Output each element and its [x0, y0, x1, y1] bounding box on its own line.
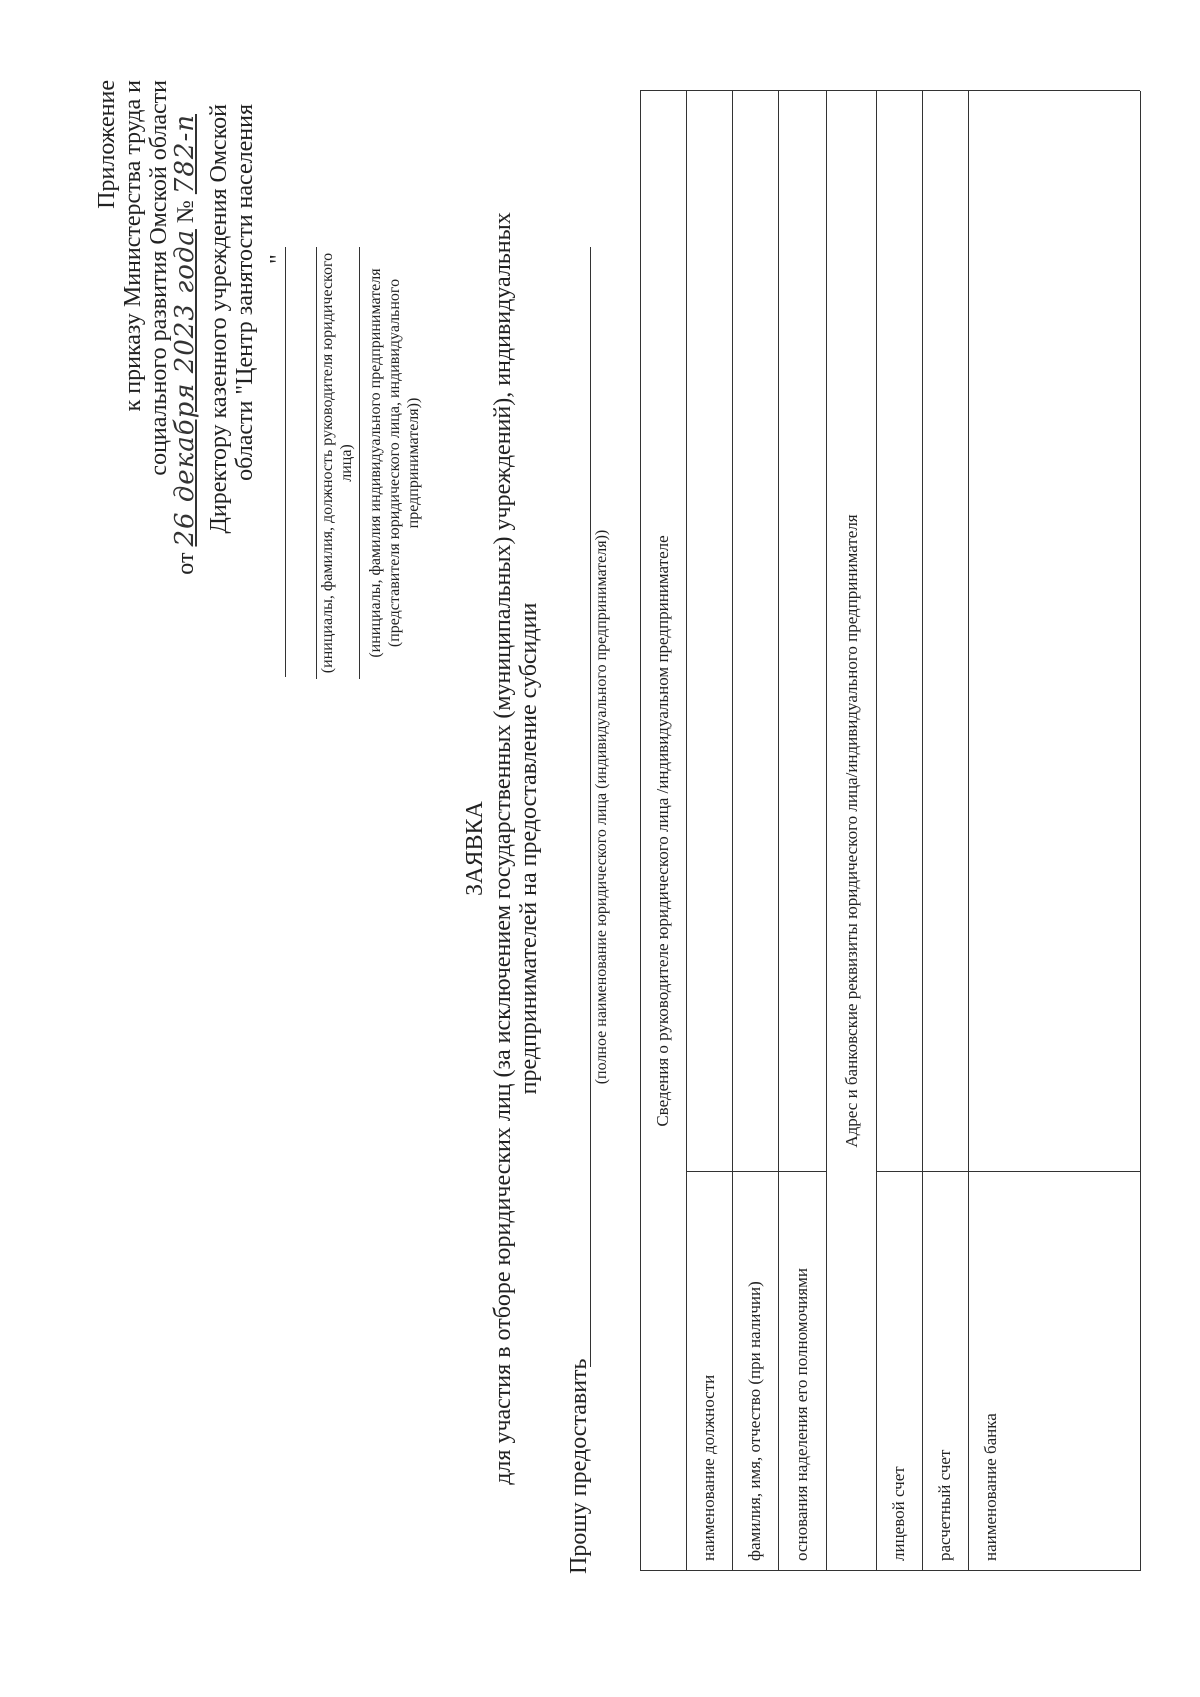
row-separator [732, 91, 733, 1571]
addressee-line-3: " [266, 254, 292, 264]
representative-caption-2: (представителя юридического лица, индивидуального [386, 278, 403, 648]
order-line-1: к приказу Министерства труда и [120, 80, 146, 412]
row-separator [826, 91, 827, 1571]
row-separator [686, 91, 687, 1571]
addressee-underline [285, 247, 286, 677]
column-divider [876, 1171, 1140, 1172]
addressee-line-1: Директору казенного учреждения Омской [206, 104, 232, 534]
table-border-right [640, 90, 1140, 91]
head-name-caption: (инициалы, фамилия, должность руководителя юридического лица) [319, 252, 355, 674]
order-line-3 [172, 114, 199, 780]
table-border-left [640, 1570, 1140, 1571]
order-date-prefix: от [173, 552, 199, 575]
request-input-line [590, 247, 591, 1367]
row-separator [922, 91, 923, 1571]
row-label-personal-account: лицевой счет [889, 1466, 908, 1561]
order-date-handwritten: 26 декабря 2023 года [170, 229, 200, 547]
title-line-2: предпринимателей на предоставление субсидии [516, 602, 542, 1095]
table-border-bottom [1140, 91, 1141, 1571]
request-label: Прошу предоставить [566, 1358, 592, 1574]
title-line-1: для участия в отборе юридических лиц (за исключением государственных (муниципальных) учреждений), индивидуальных [490, 212, 516, 1485]
addressee-block [206, 104, 258, 804]
representative-caption [366, 247, 423, 679]
request-caption: (полное наименование юридического лица (индивидуального предпринимателя)) [593, 529, 610, 1085]
row-separator [876, 91, 877, 1571]
order-number-label: № [173, 200, 199, 224]
row-label-position: наименование должности [699, 1374, 718, 1561]
appendix-block [94, 80, 199, 780]
row-separator [778, 91, 779, 1571]
order-number-handwritten: 782-п [170, 114, 200, 195]
table-border-top [640, 91, 641, 1571]
representative-caption-1: (инициалы, фамилия индивидуального предпринимателя [367, 268, 384, 658]
row-separator [968, 91, 969, 1571]
section-header-requisites: Адрес и банковские реквизиты юридического лица/индивидуального предпринимателя [842, 514, 861, 1148]
row-label-bank-name: наименование банка [981, 1413, 1000, 1561]
row-label-full-name: фамилия, имя, отчество (при наличии) [745, 1281, 764, 1561]
row-label-authority: основания наделения его полномочиями [792, 1268, 811, 1561]
representative-line [359, 247, 360, 679]
representative-caption-3: предпринимателя)) [405, 397, 422, 529]
section-header-head: Сведения о руководителе юридического лица /индивидуальном предпринимателе [653, 535, 672, 1127]
appendix-label: Приложение [94, 80, 120, 209]
document-title: ЗАЯВКА [462, 801, 488, 896]
order-line-2: социального развития Омской области [146, 80, 172, 476]
head-name-line [316, 247, 317, 679]
column-divider [686, 1171, 826, 1172]
row-label-settlement-account: расчетный счет [935, 1449, 954, 1561]
addressee-line-2: области "Центр занятости населения [232, 104, 258, 481]
